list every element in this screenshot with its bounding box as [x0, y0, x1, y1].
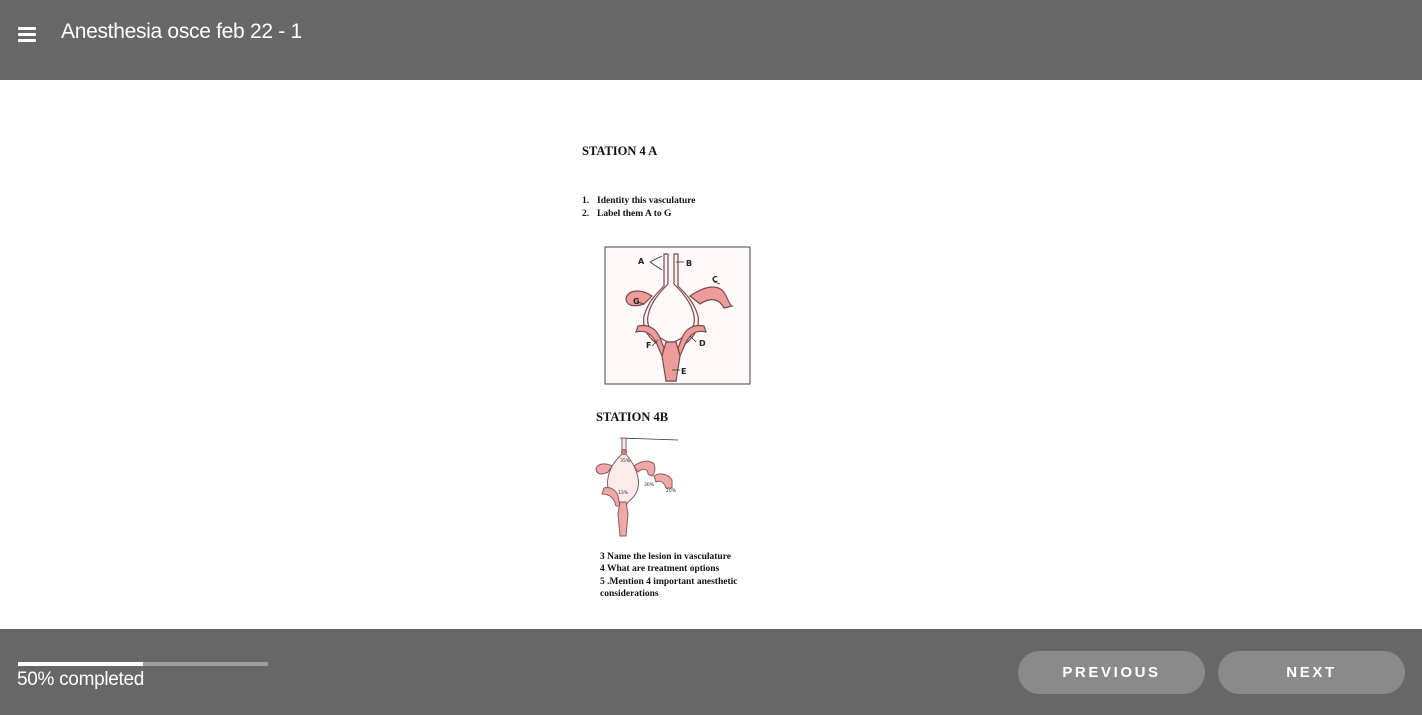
document-viewer [0, 80, 1422, 629]
progress-bar [18, 662, 268, 666]
vessel-label-c: C [712, 275, 718, 284]
question-item: 3 Name the lesion in vasculature [600, 552, 731, 562]
next-button[interactable]: NEXT [1218, 651, 1405, 694]
bottom-navigation-bar [0, 629, 1422, 715]
vessel-label-d: D [699, 339, 706, 348]
station-b-question-list [600, 551, 790, 600]
previous-button[interactable]: PREVIOUS [1018, 651, 1205, 694]
vessel-label-a: A [638, 257, 645, 266]
lesion-label-3: 20% [666, 489, 677, 494]
vasculature-figure-a [604, 246, 752, 386]
station-b-title: STATION 4B [596, 410, 669, 424]
vasculature-figure-b [594, 436, 684, 540]
progress-bar-fill [18, 662, 143, 666]
question-item: 4 What are treatment options [600, 564, 720, 575]
document-page [574, 132, 784, 622]
question-item: 5 .Mention 4 important anesthetic considerations [600, 576, 738, 599]
lesion-label-4: 13% [618, 491, 629, 496]
vessel-label-b: B [686, 259, 693, 268]
progress-label: 50% completed [17, 669, 145, 690]
question-item: 2. Label them A to G [582, 208, 672, 219]
lesion-label-1: 35% [620, 459, 631, 464]
page-title: Anesthesia osce feb 22 - 1 [61, 20, 302, 43]
question-item: 1. Identity this vasculature [582, 196, 696, 206]
vessel-label-e: E [681, 367, 687, 376]
vessel-label-f: F [646, 341, 652, 350]
station-a-question-list [582, 195, 696, 220]
vessel-label-g: G [633, 297, 640, 306]
station-a-title: STATION 4 A [582, 144, 658, 158]
top-app-bar [0, 0, 1422, 80]
hamburger-menu-icon[interactable] [14, 22, 40, 48]
lesion-label-2: 30% [644, 483, 655, 488]
